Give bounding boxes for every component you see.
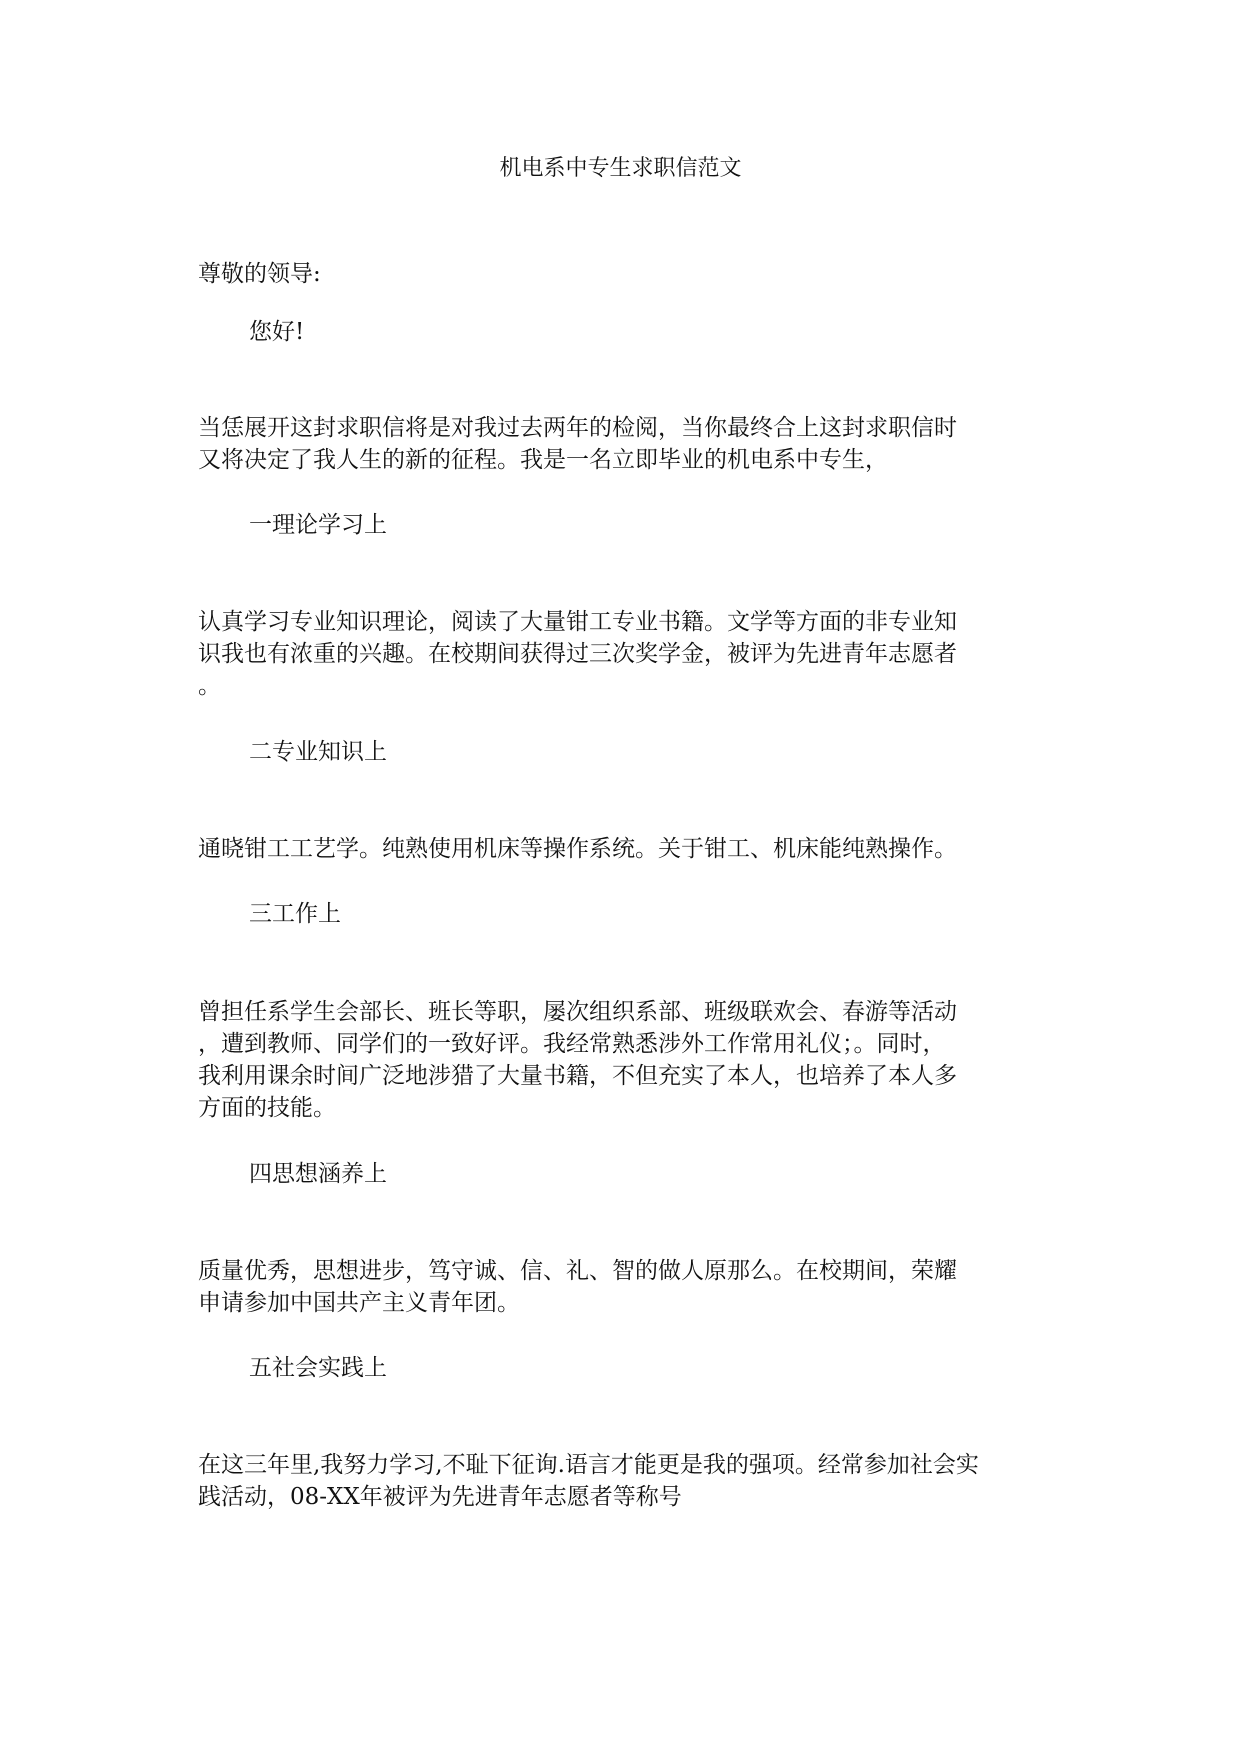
section-heading-theory: 一理论学习上: [249, 512, 387, 538]
paragraph-line: 通晓钳工工艺学。纯熟使用机床等操作系统。关于钳工、机床能纯熟操作。: [198, 836, 957, 862]
paragraph-professional: [198, 833, 1068, 865]
paragraph-intro: [198, 412, 1068, 476]
paragraph-theory: [198, 606, 1068, 702]
greeting: 您好!: [249, 319, 305, 345]
paragraph-ideology: [198, 1255, 1068, 1319]
section-heading-practice: 五社会实践上: [249, 1355, 387, 1381]
paragraph-line: ，遭到教师、同学们的一致好评。我经常熟悉涉外工作常用礼仪；。同时，: [198, 1031, 946, 1057]
section-heading-professional: 二专业知识上: [249, 739, 387, 765]
paragraph-line: 当恁展开这封求职信将是对我过去两年的检阅，当你最终合上这封求职信时: [198, 415, 957, 441]
section-heading-ideology: 四思想涵养上: [249, 1161, 387, 1187]
salutation: 尊敬的领导:: [198, 261, 321, 287]
paragraph-line: 申请参加中国共产主义青年团。: [198, 1290, 520, 1316]
paragraph-line: 曾担任系学生会部长、班长等职，屡次组织系部、班级联欢会、春游等活动: [198, 999, 957, 1025]
paragraph-line: 。: [198, 673, 221, 699]
paragraph-line: 践活动，08-XX年被评为先进青年志愿者等称号: [198, 1484, 682, 1510]
paragraph-line: 在这三年里,我努力学习,不耻下征询.语言才能更是我的强项。经常参加社会实: [198, 1452, 979, 1478]
paragraph-line: 又将决定了我人生的新的征程。我是一名立即毕业的机电系中专生，: [198, 447, 888, 473]
paragraph-line: 质量优秀，思想进步，笃守诚、信、礼、智的做人原那么。在校期间，荣耀: [198, 1258, 957, 1284]
paragraph-line: 方面的技能。: [198, 1095, 336, 1121]
paragraph-line: 识我也有浓重的兴趣。在校期间获得过三次奖学金，被评为先进青年志愿者: [198, 641, 957, 667]
paragraph-practice: [198, 1449, 1068, 1513]
section-heading-work: 三工作上: [249, 901, 341, 927]
paragraph-line: 认真学习专业知识理论，阅读了大量钳工专业书籍。文学等方面的非专业知: [198, 609, 957, 635]
paragraph-work: [198, 996, 1068, 1124]
paragraph-line: 我利用课余时间广泛地涉猎了大量书籍，不但充实了本人，也培养了本人多: [198, 1063, 957, 1089]
document-title: 机电系中专生求职信范文: [499, 156, 742, 181]
